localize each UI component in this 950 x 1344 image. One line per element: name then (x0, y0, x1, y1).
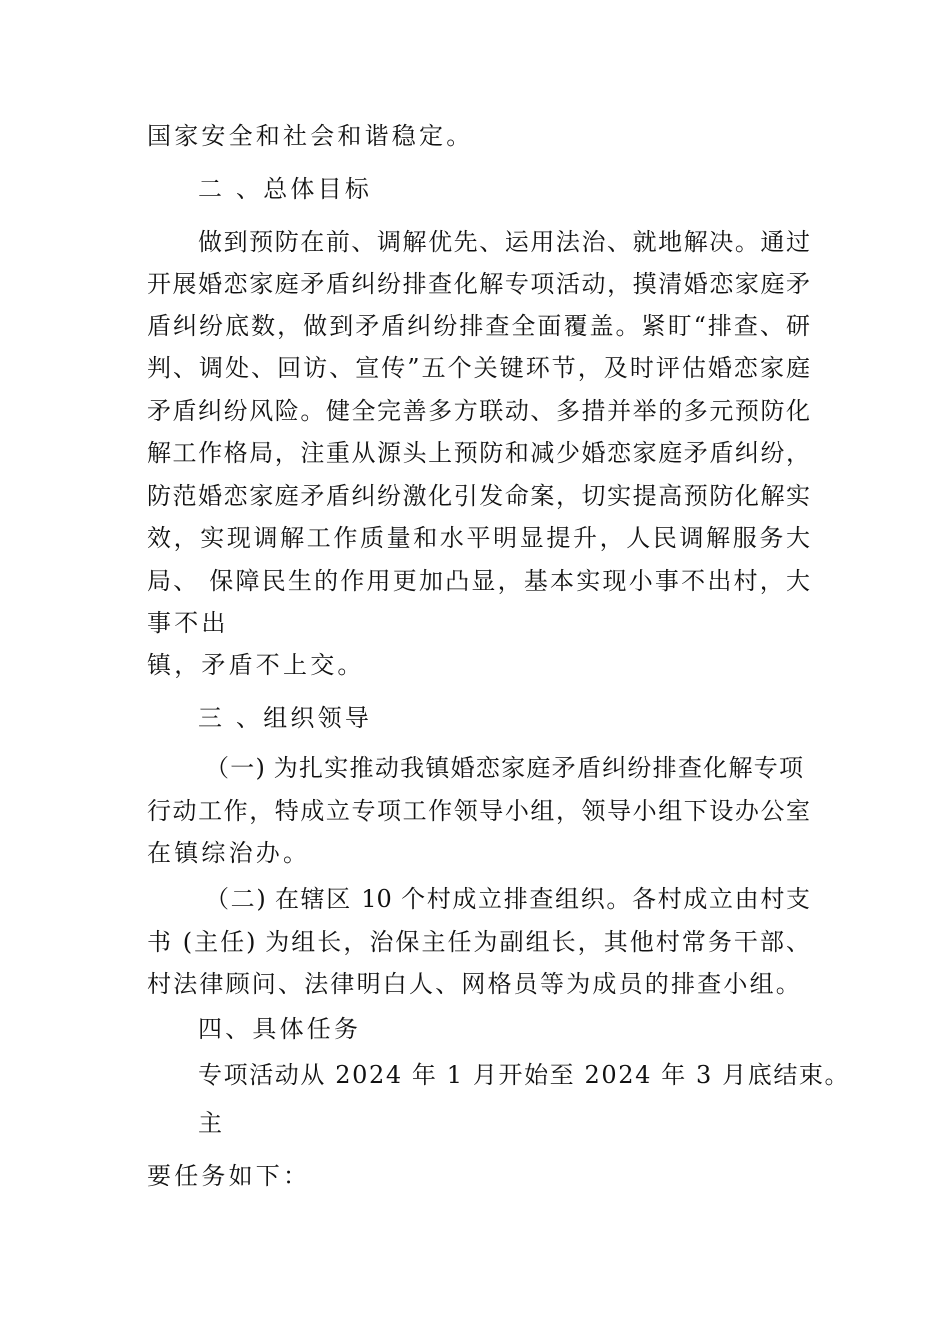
paragraph-line: （二) 在辖区 10 个村成立排查组织。各村成立由村支 (205, 885, 810, 913)
section-heading: 二 、总体目标 (198, 175, 373, 203)
paragraph-line: 局、 保障民生的作用更加凸显，基本实现小事不出村，大 (147, 567, 810, 595)
paragraph-line: 盾纠纷底数，做到矛盾纠纷排查全面覆盖。紧盯“排查、研 (147, 312, 810, 340)
paragraph-line: 要任务如下： (147, 1162, 311, 1190)
paragraph-line: 书 (主任) 为组长，治保主任为副组长，其他村常务干部、 (147, 928, 810, 956)
paragraph-line: 主 (198, 1109, 226, 1137)
paragraph-line: 村法律顾问、法律明白人、网格员等为成员的排查小组。 (147, 970, 802, 998)
section-heading: 三 、组织领导 (198, 704, 373, 732)
paragraph-line: （一) 为扎实推动我镇婚恋家庭矛盾纠纷排查化解专项 (205, 754, 803, 782)
paragraph-line: 镇，矛盾不上交。 (147, 651, 365, 679)
paragraph-line: 国家安全和社会和谐稳定。 (147, 122, 474, 150)
paragraph-line: 矛盾纠纷风险。健全完善多方联动、多措并举的多元预防化 (147, 397, 810, 425)
paragraph-line: 判、调处、回访、宣传”五个关键环节，及时评估婚恋家庭 (147, 354, 810, 382)
paragraph-line: 防范婚恋家庭矛盾纠纷激化引发命案，切实提高预防化解实 (147, 482, 810, 510)
paragraph-line: 在镇综治办。 (147, 839, 311, 867)
paragraph-line: 行动工作，特成立专项工作领导小组，领导小组下设办公室 (147, 797, 810, 825)
paragraph-line: 解工作格局，注重从源头上预防和减少婚恋家庭矛盾纠纷， (147, 439, 810, 467)
paragraph-line: 专项活动从 2024 年 1 月开始至 2024 年 3 月底结束。 (198, 1061, 851, 1089)
paragraph-line: 开展婚恋家庭矛盾纠纷排查化解专项活动，摸清婚恋家庭矛 (147, 270, 810, 298)
paragraph-line: 效，实现调解工作质量和水平明显提升，人民调解服务大 (147, 524, 810, 552)
section-heading: 四、具体任务 (198, 1015, 362, 1043)
paragraph-line: 事不出 (147, 609, 229, 637)
paragraph-line: 做到预防在前、调解优先、运用法治、就地解决。通过 (198, 228, 810, 256)
